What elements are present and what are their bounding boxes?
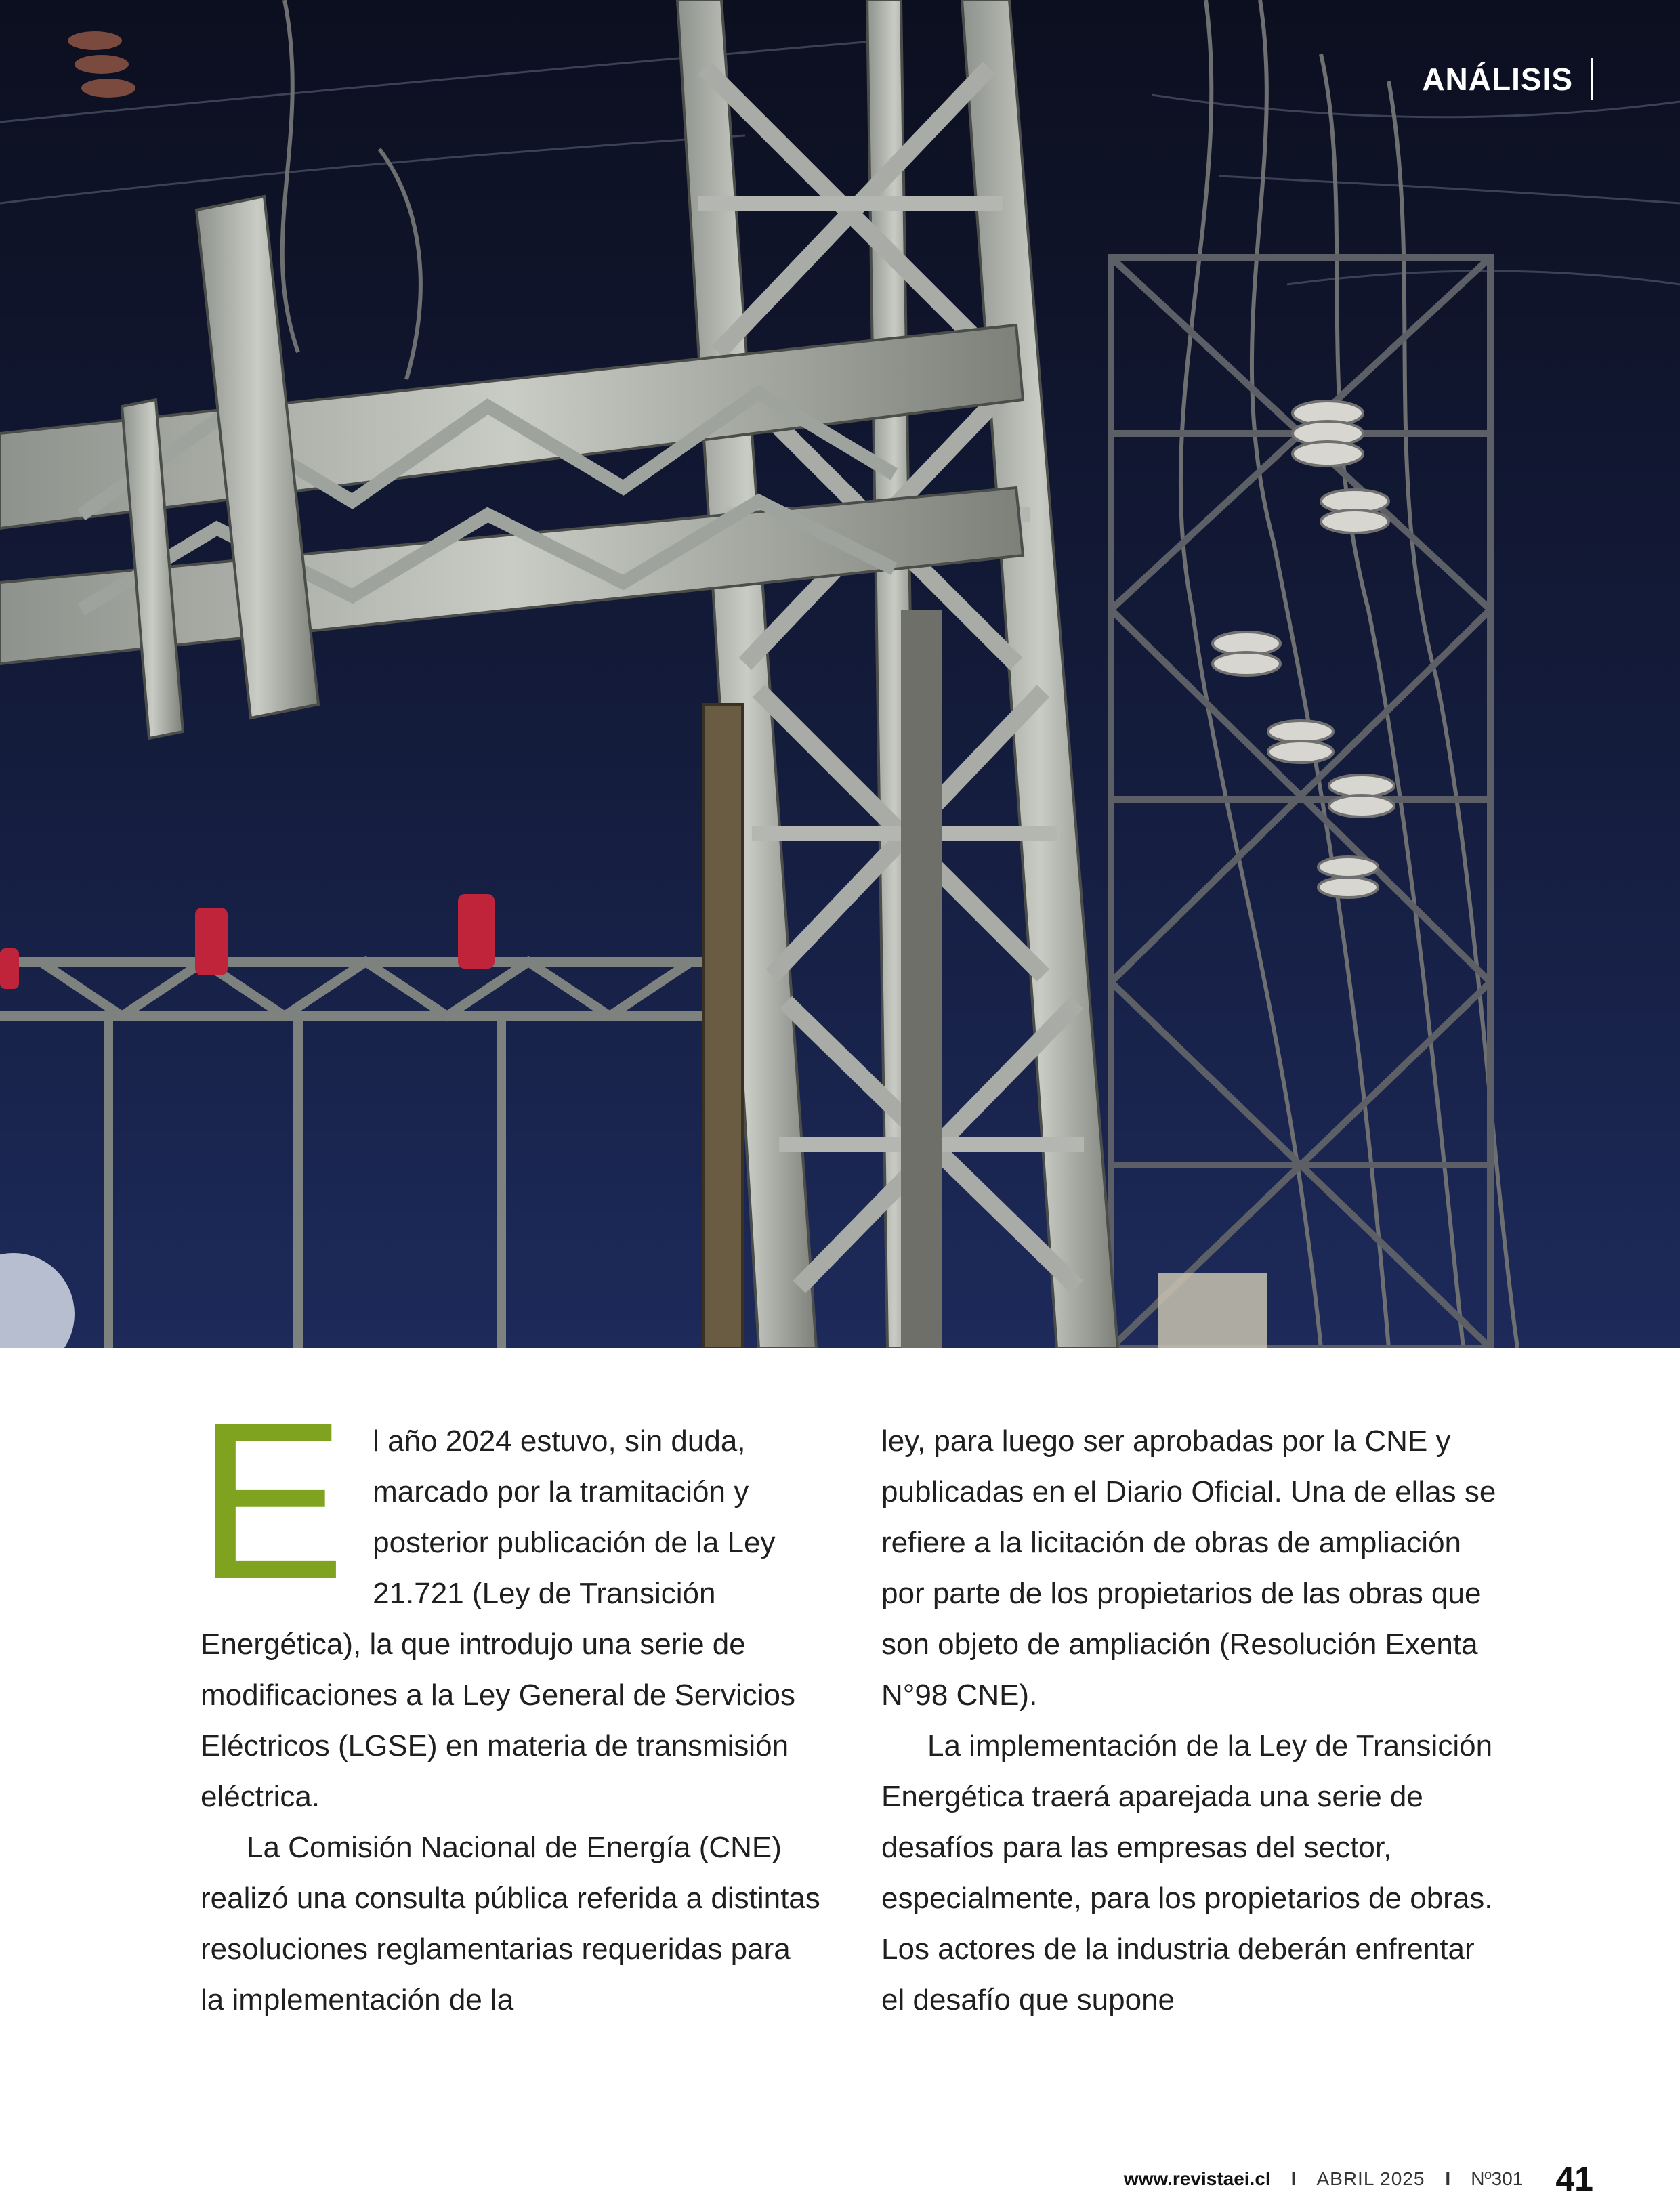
footer-separator: I (1290, 2168, 1297, 2189)
footer-url: www.revistaei.cl (1123, 2168, 1271, 2189)
paragraph-1-text: l año 2024 estuvo, sin duda, marcado por la tramitación y posterior publicación de la Ley 21.721 (Ley de Transición Energética), la que introdujo una serie de modificaciones a la Ley General de Servicios Eléctricos (LGSE) en materia de transmisión eléctrica. (201, 1424, 796, 1813)
paragraph-4: La implementación de la Ley de Transición Energética traerá aparejada una serie de desafíos para las empresas del sector, especialmente, para los propietarios de obras. Los actores de la industria deberán enfrentar el desafío que supone (881, 1729, 1493, 2016)
paragraph-3: ley, para luego ser aprobadas por la CNE y publicadas en el Diario Oficial. Una de ellas se refiere a la licitación de obras de ampliación por parte de los propietarios de las obras que son objeto de ampliación (Resolución Exenta N°98 CNE). (881, 1424, 1496, 1712)
page-number: 41 (1555, 2160, 1593, 2198)
footer-issue: Nº301 (1471, 2168, 1524, 2189)
footer-separator: I (1445, 2168, 1451, 2189)
paragraph-2: La Comisión Nacional de Energía (CNE) realizó una consulta pública referida a distintas resoluciones reglamentarias requeridas para la implementación de la (201, 1831, 820, 2016)
section-label: ANÁLISIS (1422, 58, 1593, 100)
article-body (196, 1375, 1501, 2025)
column-left (196, 1375, 820, 2025)
paragraph-1 (196, 1375, 820, 1822)
page-footer (1124, 2159, 1593, 2199)
footer-date: ABRIL 2025 (1316, 2168, 1425, 2189)
drop-cap: E (196, 1375, 346, 1625)
column-right (881, 1416, 1501, 2025)
